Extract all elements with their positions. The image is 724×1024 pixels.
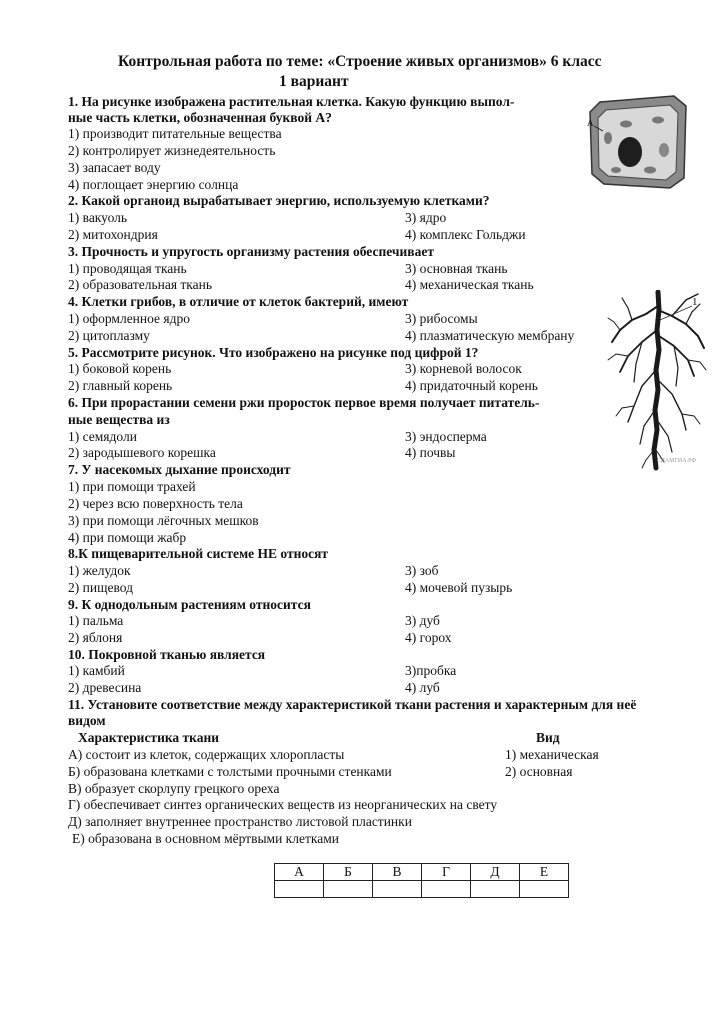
q11-col2-header: Вид [536,730,560,745]
q11-char-d: Д) заполняет внутреннее пространство листовой пластинки [68,814,412,829]
q2-option-1: 1) вакуоль [68,210,128,225]
q10-text: 10. Покровной тканью является [68,647,266,662]
q8-option-4: 4) мочевой пузырь [405,580,513,595]
q9-option-1: 1) пальма [68,613,124,628]
q8-option-1: 1) желудок [68,563,131,578]
q7-option-1: 1) при помощи трахей [68,479,196,494]
q7-option-2: 2) через всю поверхность тела [68,496,243,511]
q10-option-4: 4) луб [405,680,440,695]
q4-option-2: 2) цитоплазму [68,328,150,343]
q6-text-line2: ные вещества из [68,412,170,427]
page-title: Контрольная работа по теме: «Строение живых организмов» 6 класс [118,53,602,70]
q10-option-3: 3)пробка [405,663,457,678]
q3-option-4: 4) механическая ткань [405,277,534,292]
answer-table [274,863,569,898]
q3-option-3: 3) основная ткань [405,261,508,276]
q1-option-3: 3) запасает воду [68,160,161,175]
q5-option-2: 2) главный корень [68,378,173,393]
answer-table-input-row [275,881,569,898]
q8-option-3: 3) зоб [405,563,439,578]
q2-option-3: 3) ядро [405,210,447,225]
q11-char-a: А) состоит из клеток, содержащих хлоропласты [68,747,345,762]
q9-text: 9. К однодольным растениям относится [68,597,311,612]
q7-option-3: 3) при помощи лёгочных мешков [68,513,259,528]
q11-char-b: Б) образована клетками с толстыми прочными стенками [68,764,392,779]
q1-text-line2: ные часть клетки, обозначенная буквой А? [68,110,332,125]
answer-header-b: Б [324,864,373,881]
q7-option-4: 4) при помощи жабр [68,530,187,545]
answer-cell-d[interactable] [471,881,520,898]
answer-header-v: В [373,864,422,881]
q2-option-2: 2) митохондрия [68,227,158,242]
q3-option-2: 2) образовательная ткань [68,277,213,292]
q11-char-g: Г) обеспечивает синтез органических веществ из неорганических на свету [68,797,498,812]
root-system-figure [606,290,710,472]
answer-header-d: Д [471,864,520,881]
q6-option-3: 3) эндосперма [405,429,487,444]
q6-option-2: 2) зародышевого корешка [68,445,216,460]
q4-option-3: 3) рибосомы [405,311,478,326]
q11-type-2: 2) основная [505,764,573,779]
q11-col1-header: Характеристика ткани [78,730,220,745]
q10-option-2: 2) древесина [68,680,142,695]
q7-text: 7. У насекомых дыхание происходит [68,462,291,477]
q5-figure-label: 1 [692,296,698,308]
q11-type-1: 1) механическая [505,747,599,762]
q9-option-4: 4) горох [405,630,452,645]
q1-option-1: 1) производит питательные вещества [68,126,282,141]
q1-option-4: 4) поглощает энергию солнца [68,177,239,192]
answer-header-g: Г [422,864,471,881]
q11-text-line2: видом [68,713,106,728]
answer-table-header-row [275,864,569,881]
answer-cell-e[interactable] [520,881,569,898]
q9-option-2: 2) яблоня [68,630,123,645]
q3-text: 3. Прочность и упругость организму растения обеспечивает [68,244,434,259]
q11-char-v: В) образует скорлупу грецкого ореха [68,781,280,796]
q8-option-2: 2) пищевод [68,580,133,595]
q10-option-1: 1) камбий [68,663,125,678]
q4-option-4: 4) плазматическую мембрану [405,328,575,343]
q1-option-2: 2) контролирует жизнедеятельность [68,143,276,158]
q11-text-line1: 11. Установите соответствие между характеристикой ткани растения и характерным для неё [68,697,637,712]
variant-label: 1 вариант [279,73,349,90]
q4-text: 4. Клетки грибов, в отличие от клеток бактерий, имеют [68,294,409,309]
q3-option-1: 1) проводящая ткань [68,261,187,276]
answer-header-e: Е [520,864,569,881]
q5-option-1: 1) боковой корень [68,361,172,376]
q6-option-4: 4) почвы [405,445,456,460]
q2-option-4: 4) комплекс Гольджи [405,227,526,242]
answer-cell-b[interactable] [324,881,373,898]
q5-option-4: 4) придаточный корень [405,378,538,393]
q11-char-e: Е) образована в основном мёртвыми клетками [72,831,339,846]
q6-option-1: 1) семядоли [68,429,137,444]
q5-option-3: 3) корневой волосок [405,361,522,376]
q1-figure-label: А [587,118,594,128]
q2-text: 2. Какой органоид вырабатывает энергию, используемую клетками? [68,193,490,208]
q1-text-line1: 1. На рисунке изображена растительная клетка. Какую функцию выпол- [68,94,515,109]
q5-text: 5. Рассмотрите рисунок. Что изображено на рисунке под цифрой 1? [68,345,479,360]
plant-cell-figure [586,94,690,190]
answer-cell-g[interactable] [422,881,471,898]
q9-option-3: 3) дуб [405,613,440,628]
answer-header-a: А [275,864,324,881]
q6-text-line1: 6. При прорастании семени ржи проросток первое время получает питатель- [68,395,540,410]
q8-text: 8.К пищеварительной системе НЕ относят [68,546,329,561]
answer-cell-a[interactable] [275,881,324,898]
watermark: СДАМГИА.РФ [657,458,697,464]
answer-cell-v[interactable] [373,881,422,898]
q4-option-1: 1) оформленное ядро [68,311,190,326]
